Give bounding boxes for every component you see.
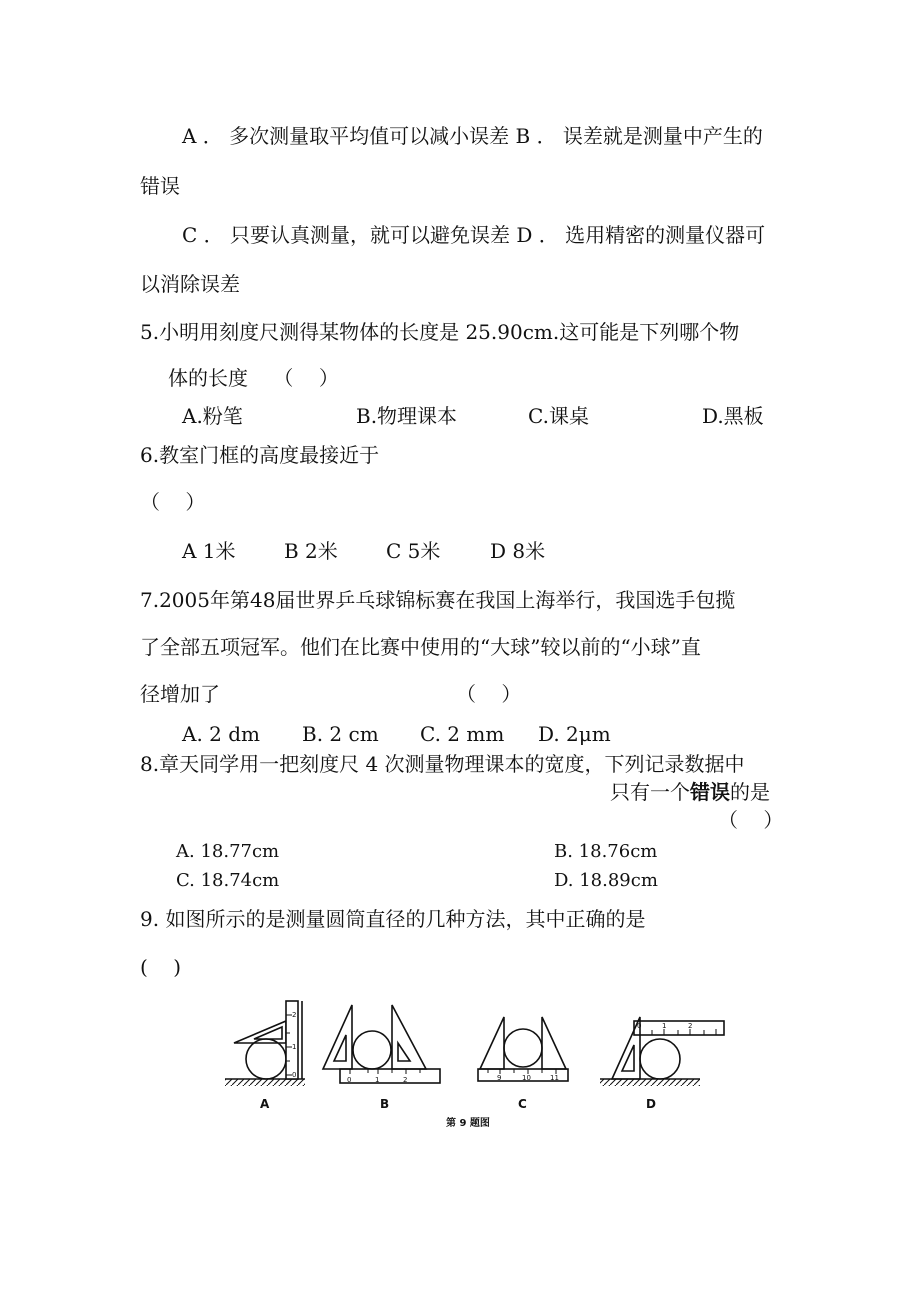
q8-option-b: B. 18.76cm [554,841,658,862]
right-triangle-b-inner [398,1043,410,1061]
label-b: B [380,1097,390,1111]
ruler-b-tick-1: 1 [375,1076,380,1084]
q7-option-c: C. 2 mm [420,722,505,746]
q8-option-d: D. 18.89cm [554,870,658,891]
ruler-c-tick-10: 10 [522,1074,531,1082]
label-a: A [260,1097,270,1111]
q8-stem-2-post: 的是 [730,780,770,804]
measurement-figure [220,995,730,1135]
q6-option-d: D 8米 [490,539,546,563]
q5-stem-2: 体的长度 （ ） [168,366,339,390]
q5-stem-1: 5.小明用刻度尺测得某物体的长度是 25.90cm.这可能是下列哪个物 [140,320,740,344]
ruler-d-tick-1: 1 [662,1022,667,1030]
ruler-b-tick-2: 2 [403,1076,408,1084]
q6-stem: 6.教室门框的高度最接近于 [140,443,380,467]
cylinder-a [246,1039,286,1079]
ruler-d-tick-2: 2 [688,1022,693,1030]
q6-option-a: A 1米 [182,539,236,563]
q5-option-c: C.课桌 [528,404,589,428]
label-d: D [646,1097,656,1111]
figure-caption: 第 9 题图 [446,1118,490,1129]
left-triangle-c [480,1017,504,1069]
q6-option-b: B 2米 [284,539,338,563]
diagram-d [600,1017,724,1111]
diagram-a [225,1001,305,1111]
q7-option-d: D. 2μm [538,722,611,746]
ruler-a-tick-0: 0 [292,1071,297,1079]
q6-paren: （ ） [140,490,206,514]
q9-paren: ( ) [140,955,182,979]
q4-line-1: A ． 多次测量取平均值可以减小误差 B ． 误差就是测量中产生的 [182,124,763,148]
q8-stem-2-pre: 只有一个 [610,780,690,804]
q5-option-a: A.粉笔 [182,404,243,428]
q8-paren: （ ） [718,808,784,832]
q8-stem-2-bold: 错误 [690,780,730,804]
ruler-d-tick-0: 0 [637,1022,642,1030]
q8-stem-1: 8.章天同学用一把刻度尺 4 次测量物理课本的宽度，下列记录数据中 [140,752,745,776]
q7-stem-2: 了全部五项冠军。他们在比赛中使用的“大球”较以前的“小球”直 [140,635,701,659]
q8-stem-2 [610,782,770,802]
q9-stem: 9. 如图所示的是测量圆筒直径的几种方法，其中正确的是 [140,907,646,931]
cylinder-c [504,1029,542,1067]
cylinder-d [640,1039,680,1079]
triangle-d-inner [622,1045,634,1071]
ruler-c-tick-9: 9 [497,1074,502,1082]
ruler-b-tick-0: 0 [347,1076,352,1084]
diagram-c [478,1017,568,1111]
right-triangle-c [542,1017,566,1069]
q7-stem-1: 7.2005年第48届世界乒乓球锦标赛在我国上海举行，我国选手包揽 [140,588,736,612]
ruler-c-tick-11: 11 [550,1074,559,1082]
q8-option-c: C. 18.74cm [176,870,280,891]
q4-line-4: 以消除误差 [140,272,240,296]
q7-option-a: A. 2 dm [182,722,261,746]
label-c: C [518,1097,527,1111]
ruler-a-tick-1: 1 [292,1043,297,1051]
cylinder-b [353,1031,391,1069]
q7-stem-3: 径增加了 [140,682,220,706]
q7-option-b: B. 2 cm [302,722,379,746]
diagram-b [323,1005,440,1111]
left-triangle-b [323,1005,352,1069]
ground-a [225,1079,305,1086]
q4-line-3: C ． 只要认真测量，就可以避免误差 D ． 选用精密的测量仪器可 [182,223,766,247]
ruler-a-tick-2: 2 [292,1011,297,1019]
q4-line-2: 错误 [140,174,180,198]
ground-d [600,1079,700,1086]
q8-option-a: A. 18.77cm [176,841,280,862]
q6-option-c: C 5米 [386,539,441,563]
q7-paren: （ ） [456,682,522,706]
ruler-d [634,1021,724,1035]
q5-option-b: B.物理课本 [356,404,458,428]
q5-option-d: D.黑板 [702,404,764,428]
triangle-d [612,1017,640,1079]
ruler-b [340,1069,440,1083]
